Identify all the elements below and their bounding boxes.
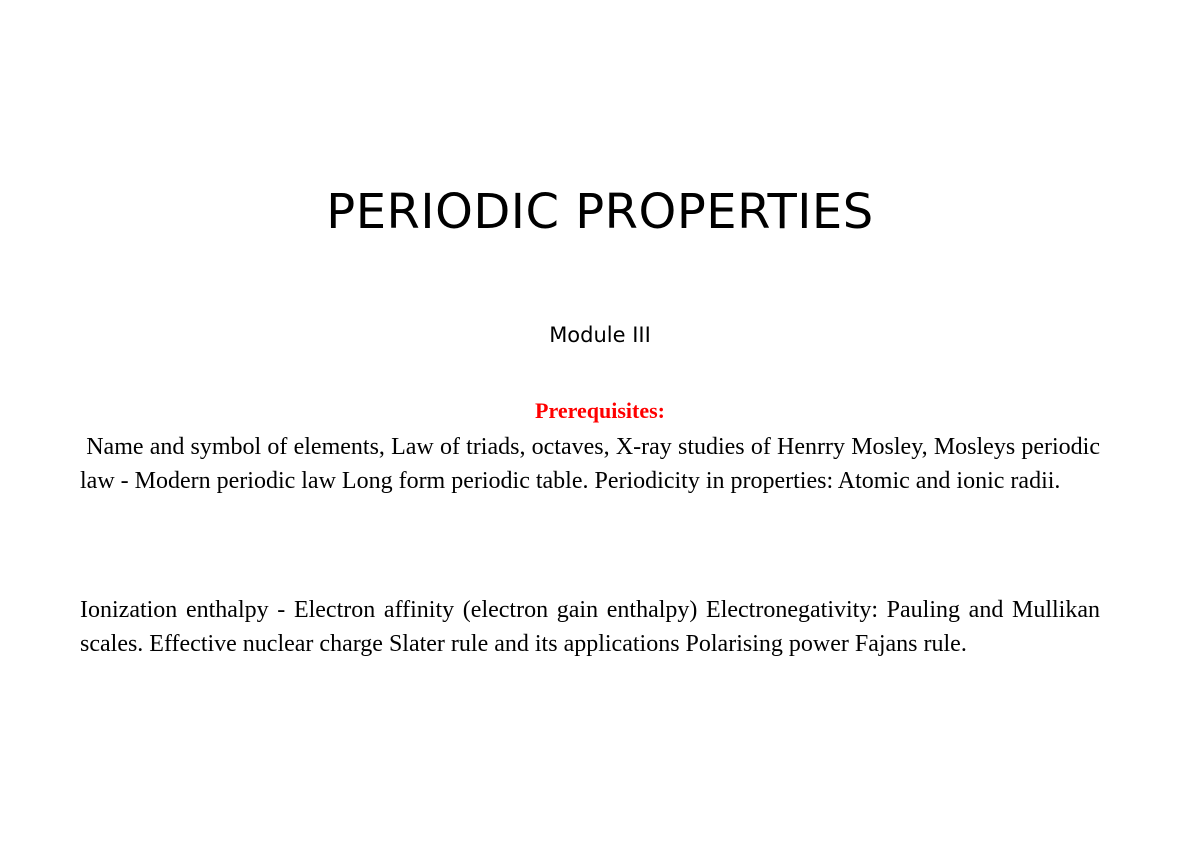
- prerequisites-heading: Prerequisites:: [535, 398, 665, 423]
- topics-paragraph: Ionization enthalpy - Electron affinity (electron gain enthalpy) Electronegativity: Pauling and Mullikan scales. Effective nuclear charge Slater rule and its applications Polarising power Fajans rule.: [80, 597, 1100, 657]
- slide-title: PERIODIC PROPERTIES: [326, 184, 874, 240]
- module-label: Module III: [549, 323, 651, 347]
- prerequisites-paragraph: Name and symbol of elements, Law of triads, octaves, X-ray studies of Henrry Mosley, Mosleys periodic law - Modern periodic law Long form periodic table. Periodicity in properties: Atomic and ionic radii.: [80, 434, 1107, 494]
